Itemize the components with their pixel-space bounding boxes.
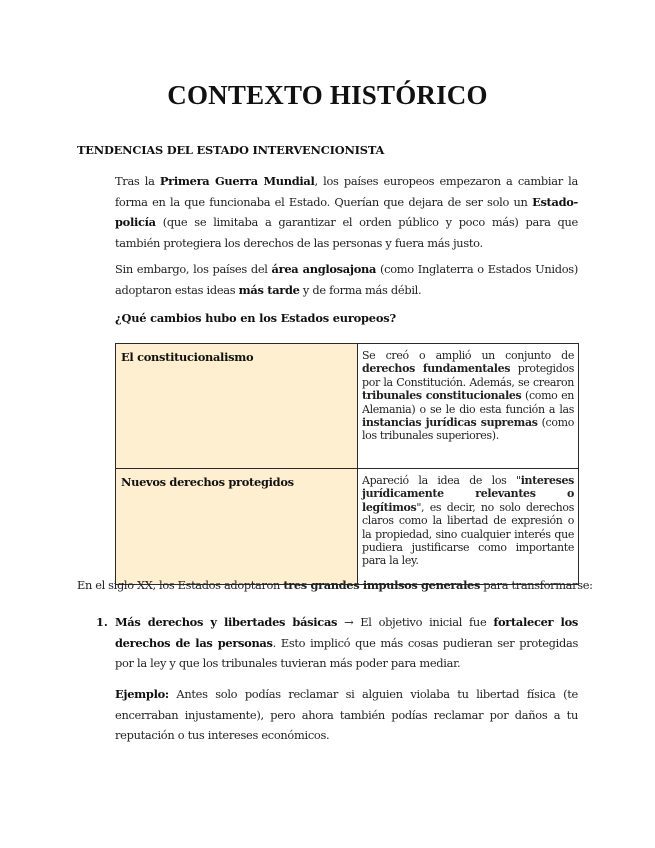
paragraph-area-anglosajona: Sin embargo, los países del área anglosajona (como Inglaterra o Estados Unidos) adoptaron estas ideas más tarde y de forma más débil. (115, 262, 578, 297)
question-heading: ¿Qué cambios hubo en los Estados europeos? (115, 311, 396, 325)
list-item: Más derechos y libertades básicas → El objetivo inicial fue fortalecer los derechos de las personas. Esto implicó que más cosas pudieran ser protegidas por la ley y que los tribunales tuvieran más poder para mediar. (115, 615, 578, 670)
table-row (116, 469, 579, 585)
table-term-cell: El constitucionalismo (116, 344, 358, 469)
changes-table (115, 343, 579, 585)
table-description-cell: Apareció la idea de los "intereses jurídicamente relevantes o legítimos", es decir, no solo derechos claros como la libertad de expresión o la propiedad, sino cualquier interés que pudiera justificarse como importante para la ley. (358, 469, 579, 585)
intro-sentence: En el siglo XX, los Estados adoptaron tres grandes impulsos generales para transformarse: (77, 578, 593, 592)
example-paragraph: Ejemplo: Antes solo podías reclamar si alguien violaba tu libertad física (te encerraban injustamente), pero ahora también podías reclamar por daños a tu reputación o tus intereses económicos. (115, 687, 578, 742)
table-description-cell: Se creó o amplió un conjunto de derechos fundamentales protegidos por la Constitución. Además, se crearon tribunales constitucionales (como en Alemania) o se le dio esta función a las instancias jurídicas supremas (como los tribunales superiores). (358, 344, 579, 469)
page-title: CONTEXTO HISTÓRICO (167, 80, 488, 110)
list-item-number: 1. (96, 615, 108, 629)
section-heading: TENDENCIAS DEL ESTADO INTERVENCIONISTA (77, 143, 385, 157)
table-term-cell: Nuevos derechos protegidos (116, 469, 358, 585)
table-row (116, 344, 579, 469)
paragraph-primera-guerra: Tras la Primera Guerra Mundial, los países europeos empezaron a cambiar la forma en la que funcionaba el Estado. Querían que dejara de ser solo un Estado-policía (que se limitaba a garantizar el orden público y poco más) para que también protegiera los derechos de las personas y fuera más justo. (115, 174, 578, 250)
